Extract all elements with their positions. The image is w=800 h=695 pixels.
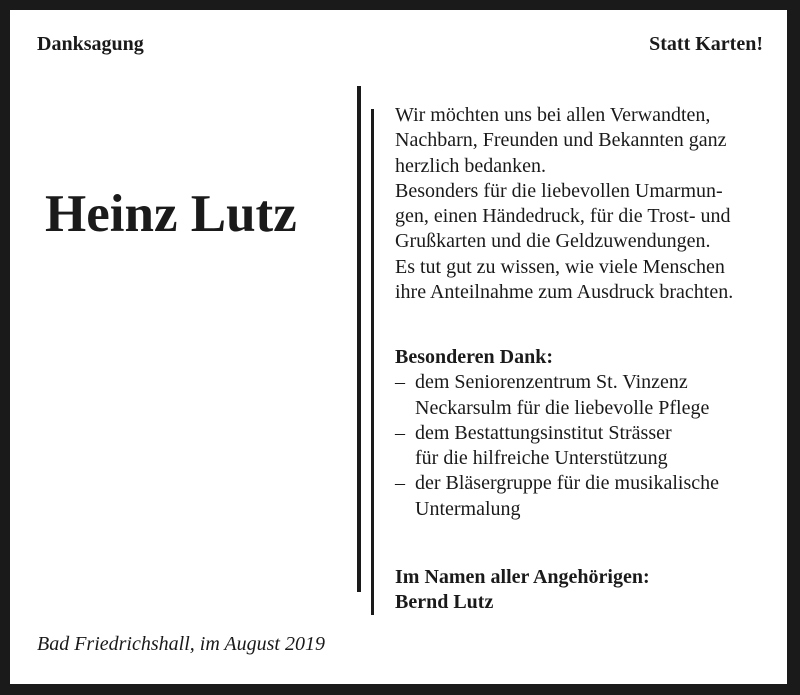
dash: – <box>395 371 405 394</box>
text-line: ihre Anteilnahme zum Ausdruck brachten. <box>395 281 734 304</box>
signature-name: Bernd Lutz <box>395 591 494 614</box>
dash: – <box>395 472 405 495</box>
special-thanks <box>395 345 719 522</box>
thanks-text <box>395 103 733 305</box>
list-item-line: dem Seniorenzentrum St. Vinzenz <box>415 371 688 394</box>
list-item-line: der Bläsergruppe für die musikalische <box>415 472 719 495</box>
dash: – <box>395 421 405 444</box>
heading-statt-karten: Statt Karten! <box>649 33 763 55</box>
text-line: Wir möchten uns bei allen Verwandten, <box>395 104 711 126</box>
list-item <box>395 471 719 522</box>
text-line: gen, einen Händedruck, für die Trost- und <box>395 205 731 228</box>
deceased-name: Heinz Lutz <box>45 185 297 243</box>
signature-line: Im Namen aller Angehörigen: <box>395 566 650 588</box>
list-item <box>395 421 719 472</box>
place-date: Bad Friedrichshall, im August 2019 <box>37 633 325 655</box>
text-line: Nachbarn, Freunden und Bekannten ganz <box>395 129 727 152</box>
text-line: herzlich bedanken. <box>395 154 547 177</box>
heading-danksagung: Danksagung <box>37 33 144 55</box>
divider-bar-right <box>371 109 374 615</box>
text-line: Grußkarten und die Geldzuwendungen. <box>395 230 711 253</box>
special-thanks-heading: Besonderen Dank: <box>395 346 553 368</box>
list-item <box>395 370 719 421</box>
list-item-line: Neckarsulm für die liebevolle Pflege <box>415 396 710 419</box>
text-line: Es tut gut zu wissen, wie viele Menschen <box>395 255 725 278</box>
signature <box>395 565 650 616</box>
list-item-line: für die hilfreiche Unterstützung <box>415 447 668 470</box>
divider-bar-left <box>357 86 361 592</box>
text-line: Besonders für die liebevollen Umarmun- <box>395 179 723 202</box>
list-item-line: dem Bestattungsinstitut Strässer <box>415 421 672 444</box>
list-item-line: Untermalung <box>415 497 521 520</box>
